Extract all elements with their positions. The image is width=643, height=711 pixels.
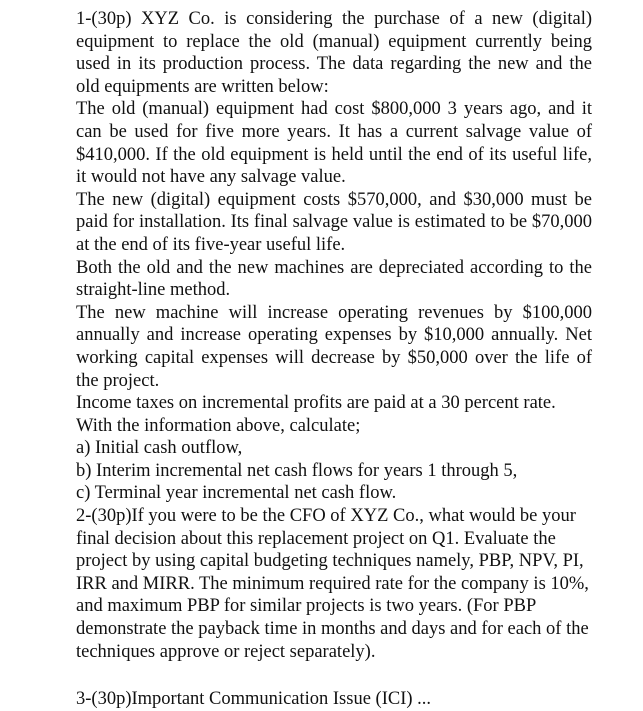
document-body [76, 8, 592, 663]
q1-new-equipment: The new (digital) equipment costs $570,000, and $30,000 must be paid for installation. Its final salvage value is estimated to be $70,000 at the end of its five-year useful life. [76, 189, 592, 255]
q1-part-b: b) Interim incremental net cash flows for years 1 through 5, [76, 460, 518, 481]
q1-intro: 1-(30p) XYZ Co. is considering the purchase of a new (digital) equipment to replace the old (manual) equipment currently being used in its production process. The data regarding the new and the old equipments are written below: [76, 9, 592, 97]
q3-partial-line: 3-(30p)Important Communication Issue (ICI) ... [76, 689, 432, 709]
q1-operations: The new machine will increase operating revenues by $100,000 annually and increase operating expenses by $10,000 annually. Net working capital expenses will decrease by $50,000 over the life of the project. [76, 302, 592, 391]
q1-part-a: a) Initial cash outflow, [76, 438, 243, 459]
q1-taxes: Income taxes on incremental profits are paid at a 30 percent rate. [76, 393, 556, 414]
q2-text: 2-(30p)If you were to be the CFO of XYZ Co., what would be your final decision about this replacement project on Q1. Evaluate the project by using capital budgeting techniques namely, PBP, NPV, PI, IRR and MIRR. The minimum required rate for the company is 10%, and maximum PBP for similar projects is two years. (For PBP demonstrate the payback time in months and days and for each of the techniques approve or reject separately). [76, 506, 589, 662]
q1-calc-prompt: With the information above, calculate; [76, 415, 361, 436]
q1-old-equipment: The old (manual) equipment had cost $800,000 3 years ago, and it can be used for five more years. It has a current salvage value of $410,000. If the old equipment is held until the end of its useful life, it would not have any salvage value. [76, 99, 592, 188]
q1-depreciation: Both the old and the new machines are depreciated according to the straight-line method. [76, 257, 592, 301]
q1-part-c: c) Terminal year incremental net cash flow. [76, 483, 397, 504]
